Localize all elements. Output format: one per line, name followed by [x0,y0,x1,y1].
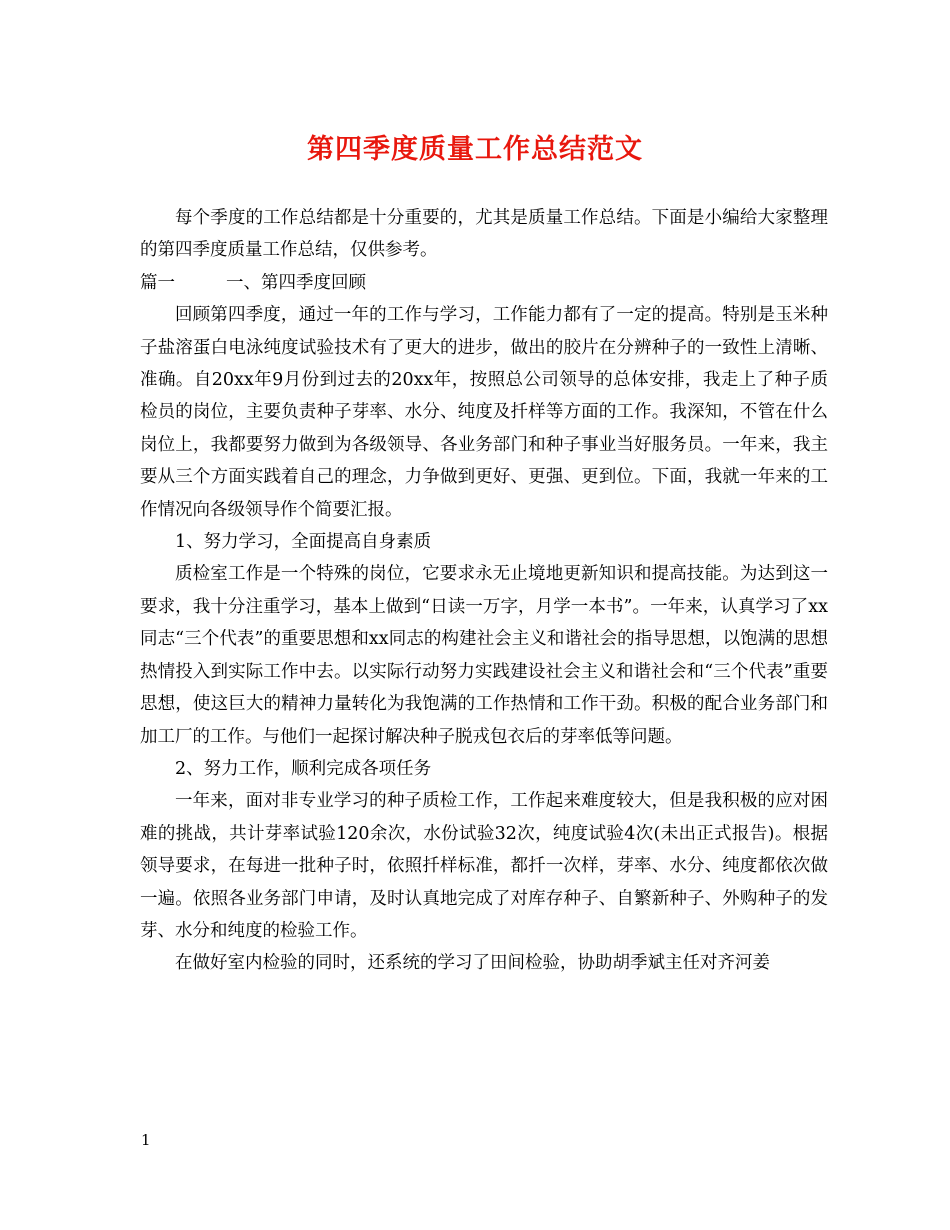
body-paragraph: 回顾第四季度，通过一年的工作与学习，工作能力都有了一定的提高。特别是玉米种子盐溶蛋白电泳纯度试验技术有了更大的进步，做出的胶片在分辨种子的一致性上清晰、准确。自20xx年9月份到过去的20xx年，按照总公司领导的总体安排，我走上了种子质检员的岗位，主要负责种子芽率、水分、纯度及扦样等方面的工作。我深知，不管在什么岗位上，我都要努力做到为各级领导、各业务部门和种子事业当好服务员。一年来，我主要从三个方面实践着自己的理念，力争做到更好、更强、更到位。下面，我就一年来的工作情况向各级领导作个简要汇报。 [140,305,828,520]
section-heading [140,267,828,299]
body-paragraph: 质检室工作是一个特殊的岗位，它要求永无止境地更新知识和提高技能。为达到这一要求，我十分注重学习，基本上做到“日读一万字，月学一本书”。一年来，认真学习了xx同志“三个代表”的重要思想和xx同志的构建社会主义和谐社会的指导思想，以饱满的思想热情投入到实际工作中去。以实际行动努力实践建设社会主义和谐社会和“三个代表”重要思想，使这巨大的精神力量转化为我饱满的工作热情和工作干劲。积极的配合业务部门和加工厂的工作。与他们一起探讨解决种子脱戎包衣后的芽率低等问题。 [140,564,828,747]
subheading-study: 1、努力学习，全面提高自身素质 [175,532,432,553]
section-label: 篇一 [140,272,175,293]
document-body [140,202,828,980]
document-title: 第四季度质量工作总结范文 [307,134,643,165]
body-paragraph: 在做好室内检验的同时，还系统的学习了田间检验，协助胡季斌主任对齐河姜 [175,953,770,974]
section-title: 一、第四季度回顾 [226,272,366,293]
subheading-work: 2、努力工作，顺利完成各项任务 [175,758,432,779]
intro-paragraph: 每个季度的工作总结都是十分重要的，尤其是质量工作总结。下面是小编给大家整理的第四季度质量工作总结，仅供参考。 [140,208,828,261]
page-number: 1 [141,1131,151,1149]
body-paragraph: 一年来，面对非专业学习的种子质检工作，工作起来难度较大，但是我积极的应对困难的挑战，共计芽率试验120余次，水份试验32次，纯度试验4次(未出正式报告)。根据领导要求，在每进一批种子时，依照扦样标准，都扦一次样，芽率、水分、纯度都依次做一遍。依照各业务部门申请，及时认真地完成了对库存种子、自繁新种子、外购种子的发芽、水分和纯度的检验工作。 [140,791,828,941]
